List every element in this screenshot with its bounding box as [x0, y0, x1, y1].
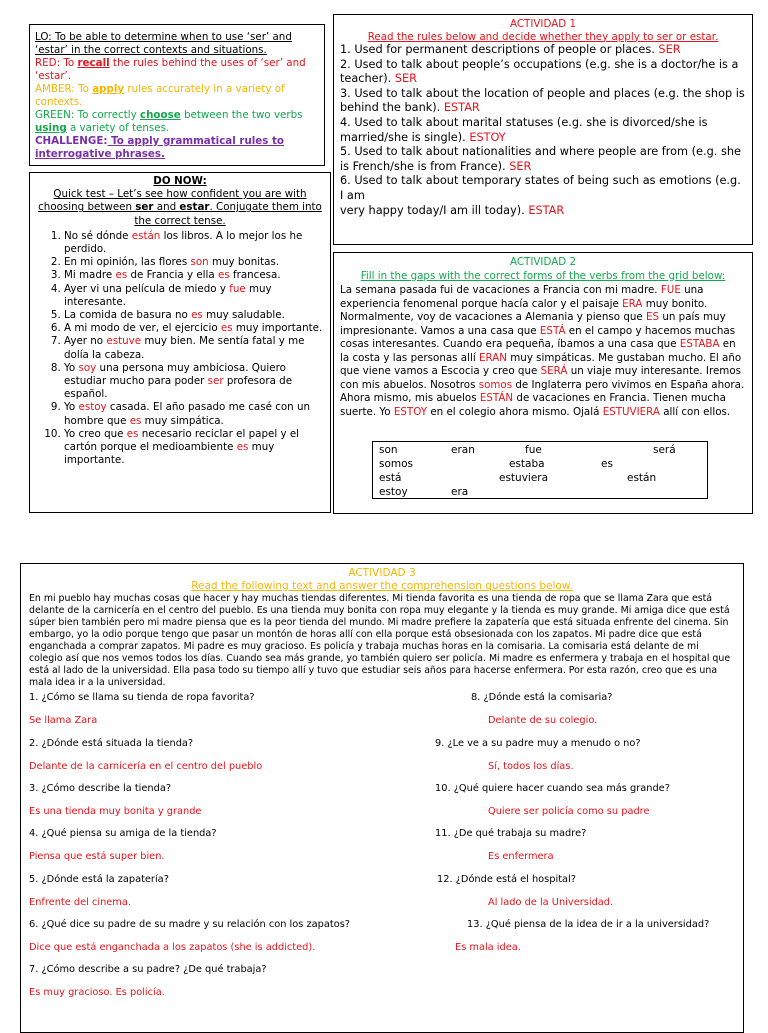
grid-estoy: estoy [379, 486, 408, 498]
answer: Es enfermera [488, 851, 554, 862]
challenge-label: CHALLENGE: [35, 135, 108, 147]
rule-text: 3. Used to talk about the location of people and places (e.g. the shop is behind the bank). [340, 86, 745, 115]
passage-text: muy bonito. Normalmente, voy de vacaciones a Alemania y pienso que [340, 297, 708, 323]
question-answer-area [21, 564, 743, 1032]
item-text: Yo [64, 361, 79, 374]
green-pre: GREEN: To correctly [35, 109, 140, 121]
passage-text: de vacaciones en Francia. Tienen mucha suerte. Yo [340, 392, 726, 418]
grid-estan: están [627, 472, 657, 484]
learning-objectives-box [29, 24, 325, 166]
item-text: muy bonitas. [208, 256, 280, 269]
rule-answer: SER [509, 159, 532, 173]
verb-grid [372, 441, 708, 499]
answer: Es muy gracioso. Es policía. [29, 987, 165, 998]
question: 13. ¿Qué piensa de la idea de ir a la universidad? [467, 919, 710, 930]
item-text: muy interesante. [64, 282, 272, 308]
question: 1. ¿Cómo se llama su tienda de ropa favorita? [29, 692, 255, 703]
item-verb: estoy [78, 401, 107, 414]
amber-objective [35, 83, 319, 109]
do-now-item [64, 269, 324, 282]
rule-line [340, 87, 746, 116]
answer: Enfrente del cinema. [29, 897, 131, 908]
gap-answer: ES [646, 311, 660, 323]
grid-eran: eran [451, 444, 475, 456]
passage-text: de Inglaterra pero vivimos en España ahora. Ahora mismo, mis abuelos [340, 378, 745, 404]
item-verb: es [191, 309, 203, 322]
challenge-text: To apply grammatical rules to interrogative phrases. [35, 135, 285, 160]
rule-text: very happy today/I am ill today). [340, 203, 529, 217]
actividad-2-box [333, 252, 753, 514]
do-now-item [64, 362, 324, 402]
item-verb: es [126, 427, 139, 440]
actividad-1-instruction: Read the rules below and decide whether they apply to ser or estar. [367, 30, 719, 43]
grid-estaba: estaba [509, 458, 545, 470]
green-post: a variety of tenses. [66, 122, 170, 134]
red-post: the rules behind the uses of ‘ser’ and ‘estar’. [35, 57, 306, 82]
gap-answer: ERA [622, 297, 643, 310]
do-now-item [64, 283, 324, 309]
question: 5. ¿Dónde está la zapatería? [29, 874, 169, 885]
answer: Se llama Zara [29, 715, 98, 726]
item-text: La comida de basura no [64, 309, 192, 322]
item-text: francesa. [229, 269, 281, 282]
actividad-3-instruction: Read the following text and answer the comprehension questions below. [191, 579, 573, 592]
rule-text: 4. Used to talk about marital statuses (e.g. she is divorced/she is married/she is single). [340, 115, 708, 144]
actividad-3-box [20, 563, 744, 1033]
lo-statement: LO: To be able to determine when to use ‘ser’ and ‘estar’ in the correct contexts and situations. [35, 31, 292, 56]
answer: Es mala idea. [455, 942, 521, 953]
item-text: una persona muy ambiciosa. Quiero estudiar mucho para poder [64, 361, 286, 388]
item-text: Ayer no [64, 335, 107, 348]
item-text: Yo creo que [64, 427, 127, 440]
item-text: Yo [64, 401, 79, 414]
question: 11. ¿De qué trabaja su madre? [435, 828, 587, 839]
do-now-item [64, 322, 324, 335]
passage-text: un país muy impresionante. Vamos a una casa que [340, 311, 726, 337]
item-text: Ayer vi una película de miedo y [64, 282, 230, 295]
amber-post: rules accurately in a variety of contexts. [35, 83, 285, 108]
do-now-intro [36, 188, 324, 228]
rule-line [340, 58, 746, 87]
green-objective [35, 109, 319, 135]
amber-key: apply [92, 83, 125, 95]
item-text: muy saludable. [202, 309, 285, 322]
item-text: necesario reciclar el papel y el cartón porque el medioambiente [64, 427, 300, 454]
passage-text: un viaje muy interesante. Iremos con mis abuelos. Nosotros [340, 365, 741, 391]
rule-answer: SER [658, 43, 681, 56]
gap-answer: ERAN [478, 351, 507, 364]
actividad-3-passage: En mi pueblo hay muchas cosas que hacer y hay muchas tiendas diferentes. Mi tienda favorita es una tienda de ropa que se llama Zara que está delante de la carnicería en el centro del pueblo. Es una tienda muy bonita con ropa muy elegante y la tienda es muy grande. Mi amiga dice que está súper bien también pero mi madre piensa que es la peor tienda del mundo. Mi madre prefiere la zapatería que está situada enfrente del cinema. Sin embargo, yo la odio porque tengo que pasar un montón de horas allí con ella porque está obsesionada con los zapatos. Mi padre dice que está enganchada a comprar zapatos. Mi padre es muy gracioso. Es policía y trabaja muchas horas en la comisaria. La comisaria está delante de mi colegio así que nos vemos todos los días. Cuando sea más grande, yo también quiero ser policía. Mi madre es enfermera y trabaja en el hospital que está al lado de la universidad. Ella pasa todo su tiempo allí y tuvo que estudiar seis años para hacerse enfermera. Por esta razón, creo que es una mala idea ir a la universidad. [29, 593, 731, 688]
grid-fue: fue [525, 444, 542, 456]
actividad-1-title: ACTIVIDAD 1 [509, 18, 576, 30]
item-text: muy bien. Me sentía fatal y me dolía la cabeza. [64, 335, 305, 361]
gap-answer: FUE [660, 284, 681, 296]
gap-answer: ESTOY [393, 405, 428, 418]
answer: Delante de su colegio. [488, 715, 598, 726]
passage-text: en el campo y hacemos muchas cosas interesantes. Cuando era pequeña, íbamos a una casa que [340, 324, 736, 350]
rule-line [340, 43, 746, 58]
answer: Al lado de la Universidad. [488, 897, 614, 908]
do-now-item [64, 230, 324, 256]
gap-answer: SERÁ [540, 365, 568, 377]
rule-line [340, 174, 746, 218]
item-text: casada. El año pasado me casé con un hombre que [64, 401, 311, 427]
passage-text: una experiencia fenomenal porque hacía calor y el paisaje [340, 284, 704, 310]
rule-text: 6. Used to talk about temporary states of being such as emotions (e.g. I am [340, 174, 741, 202]
actividad-1-box [333, 14, 753, 245]
rule-text: 2. Used to talk about people’s occupations (e.g. she is a doctor/he is a teacher). [340, 57, 739, 86]
actividad-2-title: ACTIVIDAD 2 [509, 256, 576, 268]
item-verb: es [218, 269, 230, 282]
gap-answer: ESTÁN [479, 392, 514, 404]
item-text: No sé dónde [64, 229, 132, 242]
passage-text: allí con ellos. [659, 405, 731, 418]
item-verb: es [115, 269, 128, 282]
intro-and: and [153, 201, 180, 214]
grid-esta: está [379, 472, 402, 484]
grid-somos: somos [379, 458, 414, 470]
answer: Piensa que está super bien. [29, 851, 165, 862]
rule-line [340, 145, 746, 174]
do-now-item [64, 428, 324, 468]
red-key: recall [77, 57, 110, 69]
item-text: En mi opinión, las flores [64, 256, 191, 269]
answer: Dice que está enganchada a los zapatos (she is addicted). [29, 942, 316, 953]
intro-b: . Conjugate them into the correct tense. [134, 201, 322, 227]
grid-es: es [601, 458, 613, 470]
red-objective [35, 57, 319, 83]
item-text: profesora de español. [64, 375, 293, 401]
grid-son: son [379, 444, 398, 456]
item-text: de Francia y ella [127, 269, 218, 282]
passage-text: muy simpáticas. Me gustaban mucho. El año que viene vamos a Escocia y creo que [340, 351, 742, 377]
item-verb: es [236, 441, 249, 454]
grid-era: era [451, 486, 469, 498]
intro-a: Quick test – Let’s see how confident you are with choosing between [38, 188, 307, 214]
answer: Es una tienda muy bonita y grande [29, 806, 202, 817]
actividad-1-rules [340, 43, 746, 218]
item-verb: están [131, 229, 161, 242]
rule-line [340, 116, 746, 145]
item-verb: soy [78, 361, 97, 374]
actividad-2-instruction: Fill in the gaps with the correct forms of the verbs from the grid below: [360, 269, 726, 282]
intro-ser: ser [135, 201, 154, 214]
do-now-item [64, 335, 324, 361]
rule-answer: ESTOY [469, 130, 506, 144]
item-text: A mi modo de ver, el ejercicio [64, 322, 221, 335]
actividad-3-title: ACTIVIDAD 3 [348, 567, 416, 579]
grid-estuviera: estuviera [499, 472, 549, 484]
question: 10. ¿Qué quiere hacer cuando sea más grande? [435, 783, 670, 794]
answer: Sí, todos los días. [488, 761, 574, 772]
amber-pre: AMBER: To [35, 83, 93, 95]
actividad-2-passage [340, 284, 746, 419]
rule-answer: ESTAR [443, 101, 480, 115]
red-pre: RED: To [35, 57, 78, 69]
item-text: muy importante. [232, 322, 323, 335]
question: 7. ¿Cómo describe a su padre? ¿De qué trabaja? [29, 964, 267, 975]
question: 9. ¿Le ve a su padre muy a menudo o no? [435, 738, 641, 749]
gap-answer: ESTÁ [539, 324, 566, 337]
grid-sera: será [653, 444, 676, 456]
green-key1: choose [139, 109, 181, 121]
item-verb: estuve [106, 335, 142, 348]
item-text: muy importante. [64, 441, 275, 467]
gap-answer: ESTUVIERA [602, 405, 660, 418]
item-verb: son [190, 256, 209, 269]
passage-text: La semana pasada fui de vacaciones a Francia con mi madre. [340, 284, 661, 296]
item-verb: ser [207, 375, 224, 388]
rule-answer: ESTAR [528, 203, 565, 217]
do-now-item [64, 309, 324, 322]
item-verb: es [129, 414, 142, 427]
challenge-objective [35, 135, 319, 161]
do-now-box [29, 172, 331, 513]
rule-text: 5. Used to talk about nationalities and where people are from (e.g. she is French/she is from France). [340, 145, 741, 173]
item-text: Mi madre [64, 269, 116, 282]
intro-estar: estar [179, 201, 210, 214]
gap-answer: somos [478, 378, 513, 391]
passage-text: en el colegio ahora mismo. Ojalá [427, 405, 603, 418]
item-verb: fue [229, 282, 246, 295]
answer: Quiere ser policía como su padre [488, 806, 650, 817]
green-mid: between the two verbs [180, 109, 303, 121]
rule-answer: SER [394, 72, 418, 86]
gap-answer: ESTABA [679, 338, 720, 350]
answer: Delante de la carnicería en el centro del pueblo [29, 761, 263, 772]
question: 3. ¿Cómo describe la tienda? [29, 783, 172, 794]
do-now-list [36, 230, 324, 468]
green-key2: using [35, 122, 67, 134]
item-text: muy simpática. [141, 414, 224, 427]
question: 2. ¿Dónde está situada la tienda? [29, 738, 194, 749]
do-now-item [64, 256, 324, 269]
rule-text: 1. Used for permanent descriptions of people or places. [340, 43, 659, 56]
item-verb: es [220, 322, 233, 335]
do-now-item [64, 401, 324, 427]
question: 6. ¿Qué dice su padre de su madre y su relación con los zapatos? [29, 919, 350, 930]
question: 12. ¿Dónde está el hospital? [437, 874, 576, 885]
passage-text: en la costa y las personas allí [340, 338, 736, 364]
question: 8. ¿Dónde está la comisaria? [471, 692, 613, 703]
question: 4. ¿Qué piensa su amiga de la tienda? [29, 828, 217, 839]
do-now-title: DO NOW: [153, 175, 207, 187]
item-text: los libros. A lo mejor los he perdido. [64, 229, 303, 256]
